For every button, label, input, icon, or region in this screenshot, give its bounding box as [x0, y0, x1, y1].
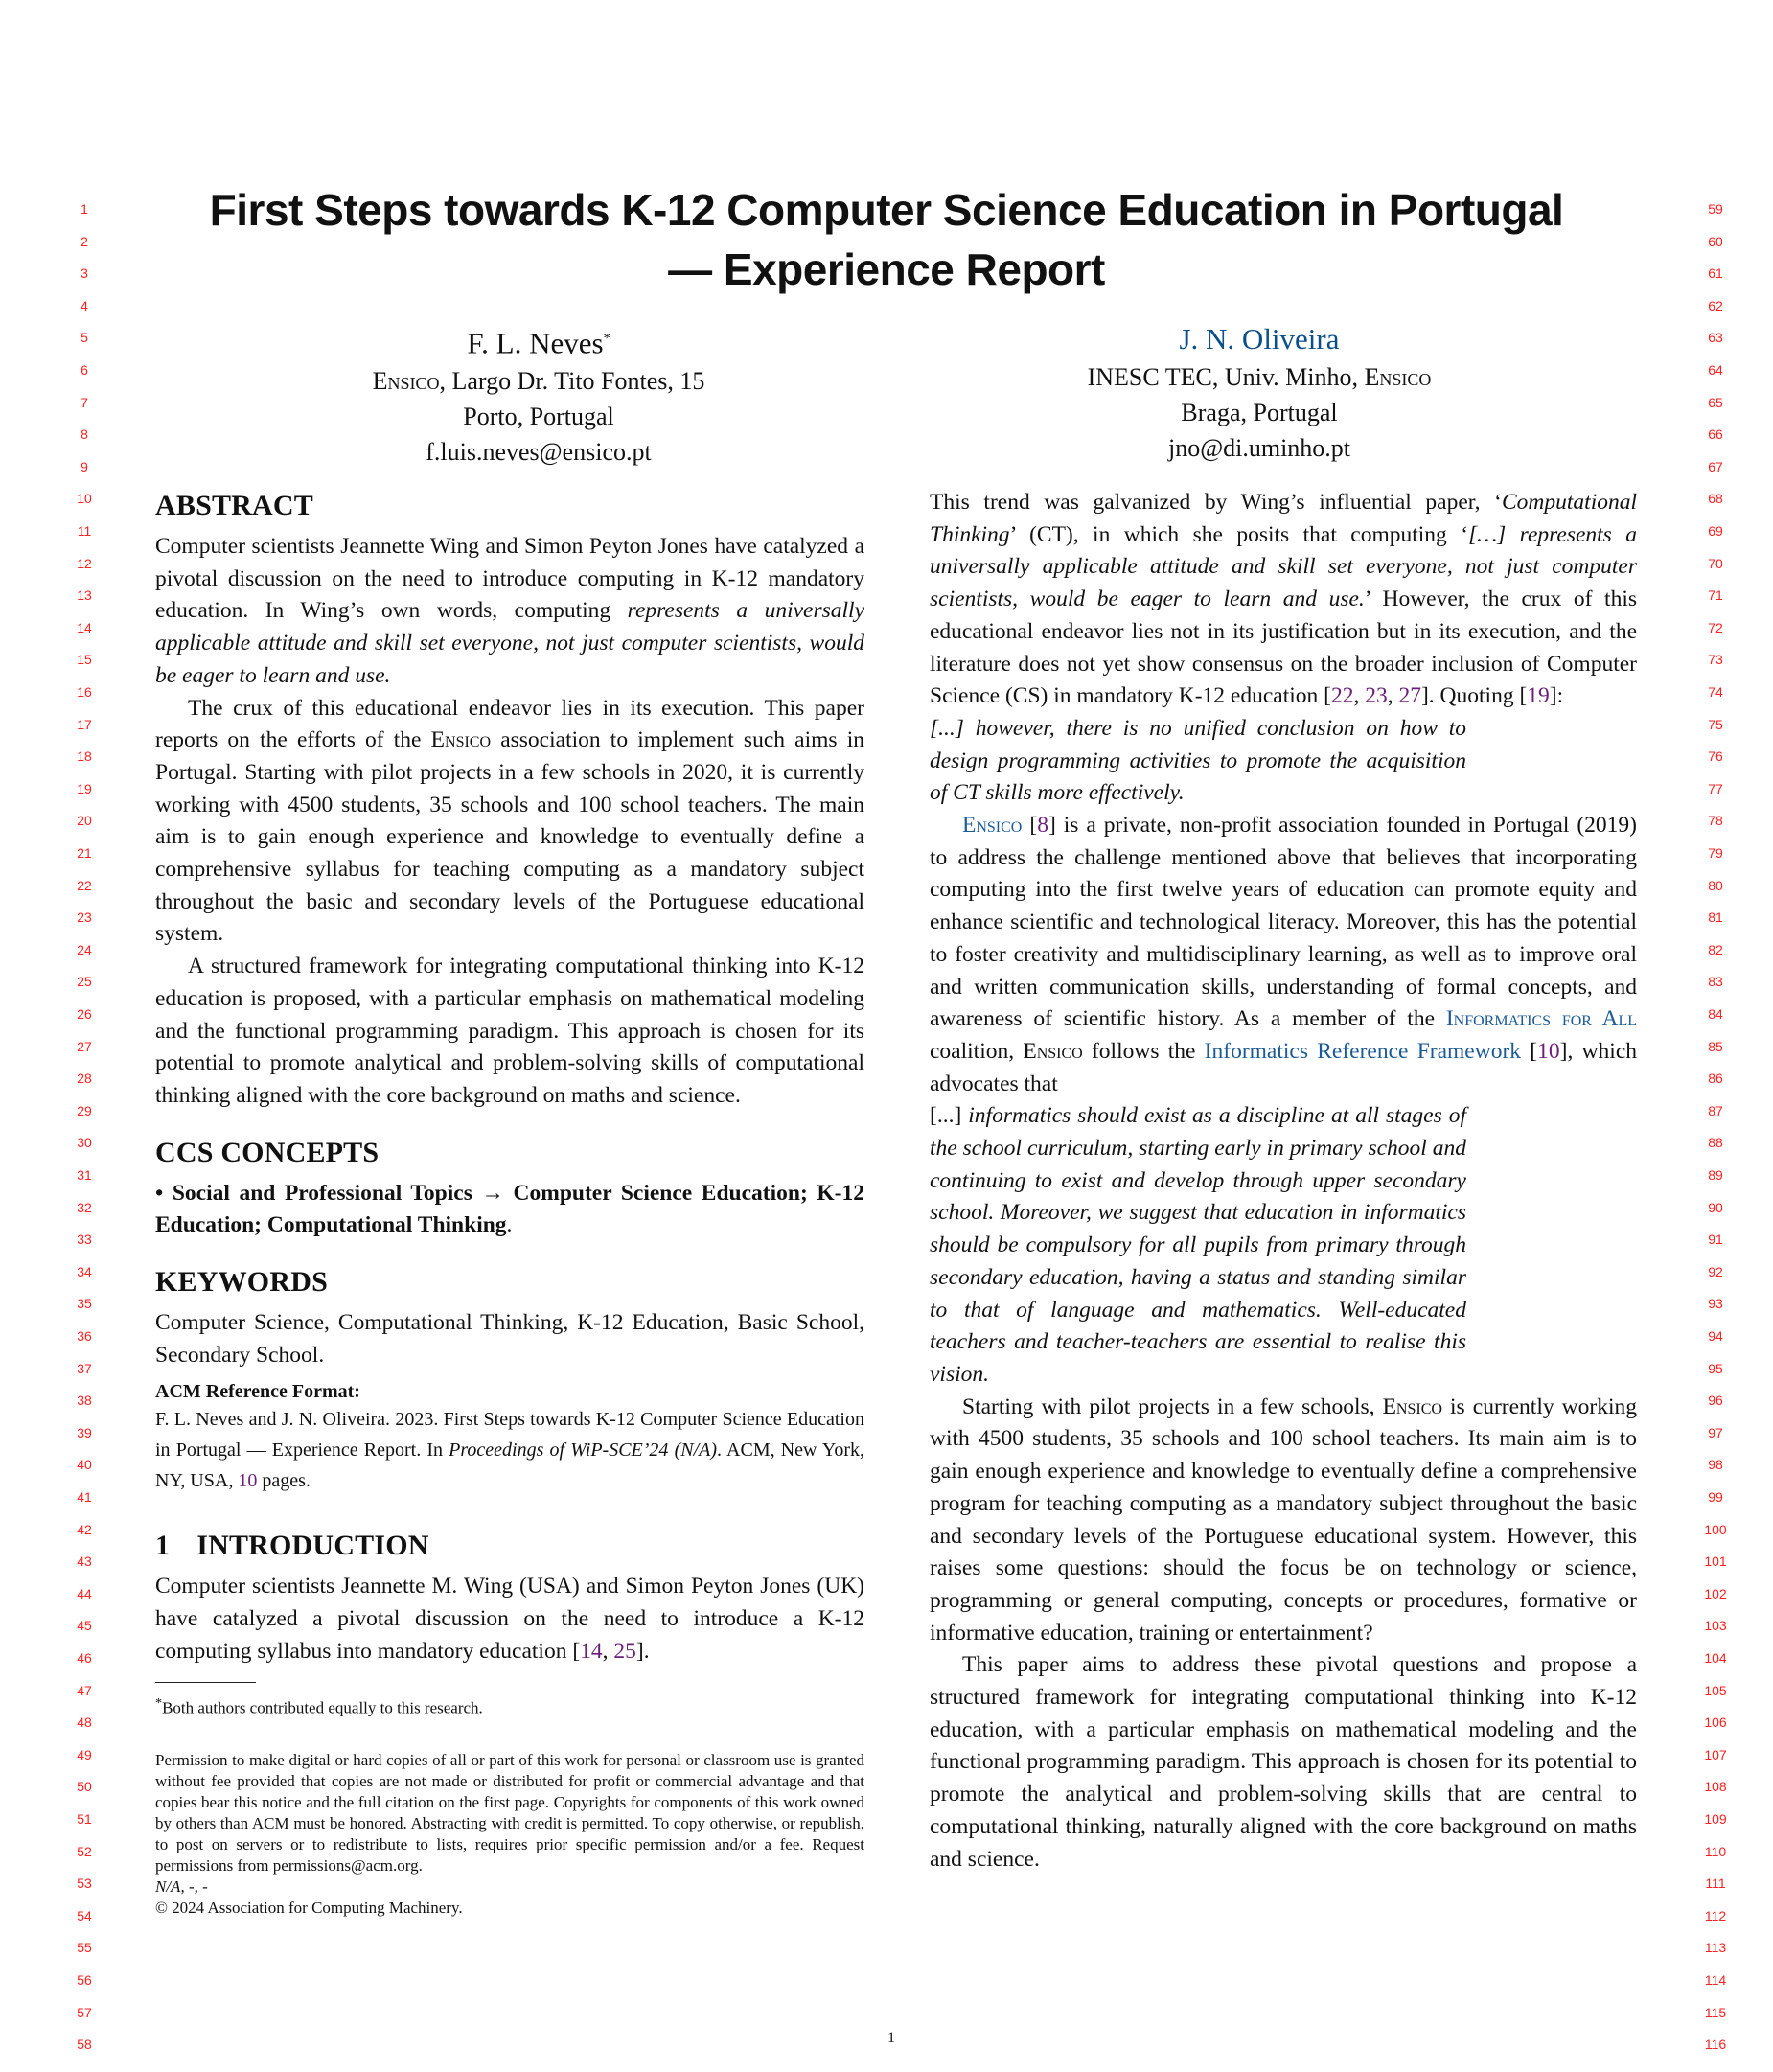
- line-number: 41: [77, 1489, 92, 1505]
- line-number: 76: [1708, 748, 1723, 765]
- author-affiliation: Ensico, Largo Dr. Tito Fontes, 15: [372, 367, 705, 396]
- author-block-1: [270, 319, 807, 470]
- line-number: 95: [1708, 1360, 1723, 1376]
- abstract-heading: ABSTRACT: [155, 490, 313, 521]
- line-number: 5: [81, 330, 88, 346]
- citation-link[interactable]: 23: [1365, 683, 1388, 709]
- line-number: 46: [77, 1650, 92, 1666]
- line-number: 7: [81, 394, 88, 410]
- line-number: 71: [1708, 587, 1723, 604]
- line-number: 3: [81, 265, 88, 282]
- line-number: 47: [77, 1682, 92, 1698]
- line-number: 6: [81, 362, 88, 378]
- line-number: 91: [1708, 1232, 1723, 1248]
- footnote-mark: *: [603, 332, 610, 346]
- intro-paragraph-4: Starting with pilot projects in a few schools, Ensico is currently working with 4500 students, 35 schools and 100 school teachers. Its main aim is to gain enough experience and knowledge to eventually define a comprehensive program for teaching computing as a mandatory subject throughout the basic and secondary levels of the Portuguese educational system. However, this raises some questions: should the focus be on technology or science, programming or general computing, concepts or procedures, formative or informative education, training or entertainment?: [930, 1393, 1637, 1646]
- line-number: 74: [1708, 684, 1723, 700]
- line-number: 51: [77, 1811, 92, 1827]
- line-number: 14: [77, 619, 92, 635]
- introduction-paragraph-1: Computer scientists Jeannette M. Wing (USA) and Simon Peyton Jones (UK) have catalyzed a pivotal discussion on the need to introduce a K-12 computing syllabus into mandatory education [14, 25].: [155, 1574, 864, 1664]
- author-location: Porto, Portugal: [463, 403, 614, 431]
- line-number: 100: [1704, 1521, 1727, 1537]
- title-line-1: First Steps towards K-12 Computer Science Education in Portugal: [209, 185, 1564, 235]
- line-number: 84: [1708, 1006, 1723, 1022]
- line-number: 77: [1708, 780, 1723, 796]
- line-number: 36: [77, 1328, 92, 1344]
- author-name-link[interactable]: J. N. Oliveira: [1179, 322, 1340, 356]
- permission-notice: Permission to make digital or hard copies of all or part of this work for personal or classroom use is granted without fee provided that copies are not made or distributed for profit or commercial advantage and that copies bear this notice and the full citation on the first page. Copyrights for components of this work owned by others than ACM must be honored. Abstracting with credit is permitted. To copy otherwise, or republish, to post on servers or to redistribute to lists, requires prior specific permission and/or a fee. Request permissions from permissions@acm.org.: [155, 1751, 864, 1876]
- line-number: 99: [1708, 1489, 1723, 1505]
- line-number: 22: [77, 877, 92, 893]
- page-number: 1: [887, 2030, 895, 2046]
- ensico-link[interactable]: Ensico: [962, 813, 1023, 839]
- line-number: 59: [1708, 201, 1723, 217]
- line-number: 69: [1708, 523, 1723, 539]
- line-number: 97: [1708, 1424, 1723, 1440]
- author-email: jno@di.uminho.pt: [1167, 434, 1351, 462]
- line-number: 43: [77, 1554, 92, 1570]
- author-email: f.luis.neves@ensico.pt: [426, 438, 652, 467]
- line-number: 40: [77, 1457, 92, 1473]
- line-number: 52: [77, 1843, 92, 1859]
- line-number: 57: [77, 2004, 92, 2020]
- line-number: 54: [77, 1907, 92, 1923]
- keywords-text: Computer Science, Computational Thinking, K-12 Education, Basic School, Secondary School.: [155, 1310, 864, 1368]
- informatics-for-all-link[interactable]: Informatics for All: [1445, 1006, 1638, 1032]
- block-quote-1: [...] however, there is no unified conclusion on how to design programming activities to promote the acquisition of CT skills more effectively.: [930, 715, 1466, 806]
- line-number: 1: [81, 201, 88, 217]
- line-number: 9: [81, 458, 88, 474]
- line-number: 58: [77, 2037, 92, 2053]
- line-number: 26: [77, 1006, 92, 1022]
- line-number: 66: [1708, 426, 1723, 443]
- line-number: 114: [1704, 1972, 1727, 1988]
- line-number: 28: [77, 1071, 92, 1087]
- line-number: 101: [1704, 1554, 1727, 1570]
- line-number: 12: [77, 555, 92, 571]
- line-number: 10: [77, 491, 92, 507]
- informatics-reference-framework-link[interactable]: Informatics Reference Framework: [1204, 1038, 1522, 1064]
- line-number: 110: [1704, 1843, 1727, 1859]
- intro-paragraph-5: This paper aims to address these pivotal questions and propose a structured framework for integrating computational thinking into K-12 education, with a particular emphasis on mathematical modeling and the functional programming paradigm. This approach is chosen for its potential to promote the analytical and problem-solving skills that are central to computational thinking, naturally aligned with the core background on maths and science.: [930, 1652, 1637, 1872]
- line-number: 111: [1705, 1876, 1726, 1892]
- line-number: 13: [77, 587, 92, 604]
- line-number: 81: [1708, 909, 1723, 926]
- line-number: 16: [77, 684, 92, 700]
- line-number: 44: [77, 1585, 92, 1601]
- line-number: 102: [1704, 1585, 1727, 1601]
- author-affiliation: INESC TEC, Univ. Minho, Ensico: [1087, 363, 1432, 391]
- line-number: 48: [77, 1715, 92, 1731]
- line-number: 23: [77, 909, 92, 926]
- line-number: 115: [1704, 2004, 1727, 2020]
- line-number: 78: [1708, 813, 1723, 829]
- line-number: 98: [1708, 1457, 1723, 1473]
- line-number: 112: [1704, 1907, 1727, 1923]
- copyright-notice: © 2024 Association for Computing Machinery.: [155, 1899, 463, 1918]
- line-number: 92: [1708, 1263, 1723, 1279]
- intro-paragraph-2: This trend was galvanized by Wing’s influential paper, ‘Computational Thinking’ (CT), in which she posits that computing ‘[…] represents a universally applicable attitude and skill set everyone, not just computer scientists, would be eager to learn and use.’ However, the crux of this educational endeavor lies not in its justification but in its execution, and the literature does not yet show consensus on the broader inclusion of Computer Science (CS) in mandatory K-12 education [22, 23, 27]. Quoting [19]:: [930, 490, 1638, 709]
- paper-title: [144, 180, 1629, 299]
- citation-link[interactable]: 19: [1527, 683, 1550, 709]
- line-number: 68: [1708, 491, 1723, 507]
- line-number: 8: [81, 426, 88, 443]
- line-number: 90: [1708, 1199, 1723, 1215]
- citation-link[interactable]: 22: [1330, 683, 1354, 709]
- line-number: 18: [77, 748, 92, 765]
- line-number: 32: [77, 1199, 92, 1215]
- line-number: 106: [1704, 1715, 1727, 1731]
- line-number: 109: [1704, 1811, 1727, 1827]
- abstract-paragraph-3: A structured framework for integrating computational thinking into K-12 education is proposed, with a particular emphasis on mathematical modeling and the functional programming paradigm. This approach is chosen for its potential to promote analytical and problem-solving skills of computational thinking aligned with the core background on maths and science.: [155, 954, 864, 1108]
- venue-info: N/A, -, -: [155, 1877, 208, 1897]
- line-number: 55: [77, 1940, 92, 1956]
- line-number: 89: [1708, 1167, 1723, 1183]
- line-number: 25: [77, 974, 92, 990]
- line-number: 87: [1708, 1102, 1723, 1118]
- author-block-2: [991, 319, 1528, 466]
- left-column: [155, 487, 864, 1919]
- intro-paragraph-3: Ensico [8] is a private, non-profit association founded in Portugal (2019) to address the challenge mentioned above that believes that incorporating computing into the first twelve years of education can promote equity and enhance scientific and technological literacy. Moreover, this has the potential to foster creativity and multidisciplinary learning, as well as to improve oral and written communication skills, understanding of formal concepts, and awareness of scientific history. As a member of the Informatics for All coalition, Ensico follows the Informatics Reference Framework [10], which advocates that: [930, 813, 1638, 1096]
- line-number: 27: [77, 1038, 92, 1054]
- line-number: 75: [1708, 716, 1723, 732]
- line-number: 107: [1704, 1746, 1727, 1762]
- line-number: 62: [1708, 297, 1723, 313]
- introduction-heading: 1 INTRODUCTION: [155, 1530, 429, 1562]
- line-number: 33: [77, 1232, 92, 1248]
- line-number: 108: [1704, 1779, 1727, 1795]
- acm-reference-label: ACM Reference Format:: [155, 1381, 360, 1403]
- line-number: 38: [77, 1393, 92, 1409]
- line-number: 116: [1704, 2037, 1727, 2053]
- line-number: 70: [1708, 555, 1723, 571]
- line-number: 39: [77, 1424, 92, 1440]
- line-number: 96: [1708, 1393, 1723, 1409]
- abstract-paragraph-2: The crux of this educational endeavor lies in its execution. This paper reports on the efforts of the Ensico association to implement such aims in Portugal. Starting with pilot projects in a few schools in 2020, it is currently working with 4500 students, 35 schools and 100 school teachers. The main aim is to gain enough experience and knowledge to eventually define a comprehensive syllabus for teaching computing as a mandatory subject throughout the basic and secondary levels of the Portuguese educational system.: [155, 695, 864, 947]
- citation-link[interactable]: 27: [1398, 683, 1421, 709]
- keywords-heading: KEYWORDS: [155, 1266, 328, 1299]
- line-number: 72: [1708, 619, 1723, 635]
- line-number: 83: [1708, 974, 1723, 990]
- author-name: F. L. Neves*: [467, 326, 610, 360]
- line-number: 86: [1708, 1071, 1723, 1087]
- line-number: 30: [77, 1135, 92, 1151]
- line-number: 56: [77, 1972, 92, 1988]
- ccs-heading: CCS CONCEPTS: [155, 1136, 380, 1168]
- line-number: 34: [77, 1263, 92, 1279]
- pages-link[interactable]: 10: [238, 1470, 258, 1492]
- line-number: 85: [1708, 1038, 1723, 1054]
- line-number: 31: [77, 1167, 92, 1183]
- line-number: 49: [77, 1746, 92, 1762]
- line-number: 53: [77, 1876, 92, 1892]
- block-quote-2: [...] informatics should exist as a discipline at all stages of the school curriculum, starting early in primary school and continuing to exist and develop through upper secondary school. Moreover, we suggest that education in informatics should be compulsory for all pupils from primary through secondary education, having a status and standing similar to that of language and mathematics. Well-educated teachers and teacher-teachers are essential to realise this vision.: [930, 1103, 1466, 1387]
- line-number: 2: [81, 233, 88, 249]
- line-number: 20: [77, 813, 92, 829]
- line-number: 82: [1708, 941, 1723, 957]
- line-number: 37: [77, 1360, 92, 1376]
- line-number: 113: [1704, 1940, 1727, 1956]
- line-number: 19: [77, 780, 92, 796]
- line-number: 65: [1708, 394, 1723, 410]
- line-number: 88: [1708, 1135, 1723, 1151]
- line-number: 50: [77, 1779, 92, 1795]
- line-number: 93: [1708, 1296, 1723, 1312]
- line-number: 15: [77, 652, 92, 668]
- line-number: 105: [1704, 1682, 1727, 1698]
- footnote-rule: [155, 1682, 256, 1683]
- footnote: *Both authors contributed equally to this research.: [155, 1694, 483, 1717]
- citation-link[interactable]: 8: [1037, 813, 1048, 839]
- line-number: 104: [1704, 1650, 1727, 1666]
- citation-link[interactable]: 10: [1537, 1038, 1560, 1064]
- line-number: 103: [1704, 1618, 1727, 1634]
- line-number: 45: [77, 1618, 92, 1634]
- line-number: 29: [77, 1102, 92, 1118]
- line-number: 35: [77, 1296, 92, 1312]
- line-number: 79: [1708, 845, 1723, 861]
- line-number: 60: [1708, 233, 1723, 249]
- title-line-2: — Experience Report: [668, 244, 1105, 294]
- line-number: 21: [77, 845, 92, 861]
- line-number: 4: [81, 297, 88, 313]
- line-number: 61: [1708, 265, 1723, 282]
- line-number: 64: [1708, 362, 1723, 378]
- line-number: 42: [77, 1521, 92, 1537]
- line-number: 17: [77, 716, 92, 732]
- abstract-paragraph-1: Computer scientists Jeannette Wing and Simon Peyton Jones have catalyzed a pivotal discussion on the need to introduce computing in K-12 mandatory education. In Wing’s own words, computing represents a universally applicable attitude and skill set everyone, not just computer scientists, would be eager to learn and use.: [155, 534, 865, 688]
- ccs-concepts: • Social and Professional Topics → Computer Science Education; K-12 Education; Computational Thinking.: [155, 1180, 864, 1238]
- line-number: 67: [1708, 458, 1723, 474]
- line-number: 80: [1708, 877, 1723, 893]
- line-number: 11: [77, 523, 92, 539]
- citation-link[interactable]: 25: [613, 1638, 636, 1664]
- citation-link[interactable]: 14: [580, 1638, 603, 1664]
- acm-reference-text: F. L. Neves and J. N. Oliveira. 2023. First Steps towards K-12 Computer Science Education in Portugal — Experience Report. In Proceedings of WiP-SCE’24 (N/A). ACM, New York, NY, USA, 10 pages.: [155, 1409, 864, 1492]
- line-number: 94: [1708, 1328, 1723, 1344]
- author-location: Braga, Portugal: [1181, 399, 1338, 426]
- line-number: 63: [1708, 330, 1723, 346]
- line-number: 73: [1708, 652, 1723, 668]
- right-column: [930, 487, 1637, 1876]
- line-number: 24: [77, 941, 92, 957]
